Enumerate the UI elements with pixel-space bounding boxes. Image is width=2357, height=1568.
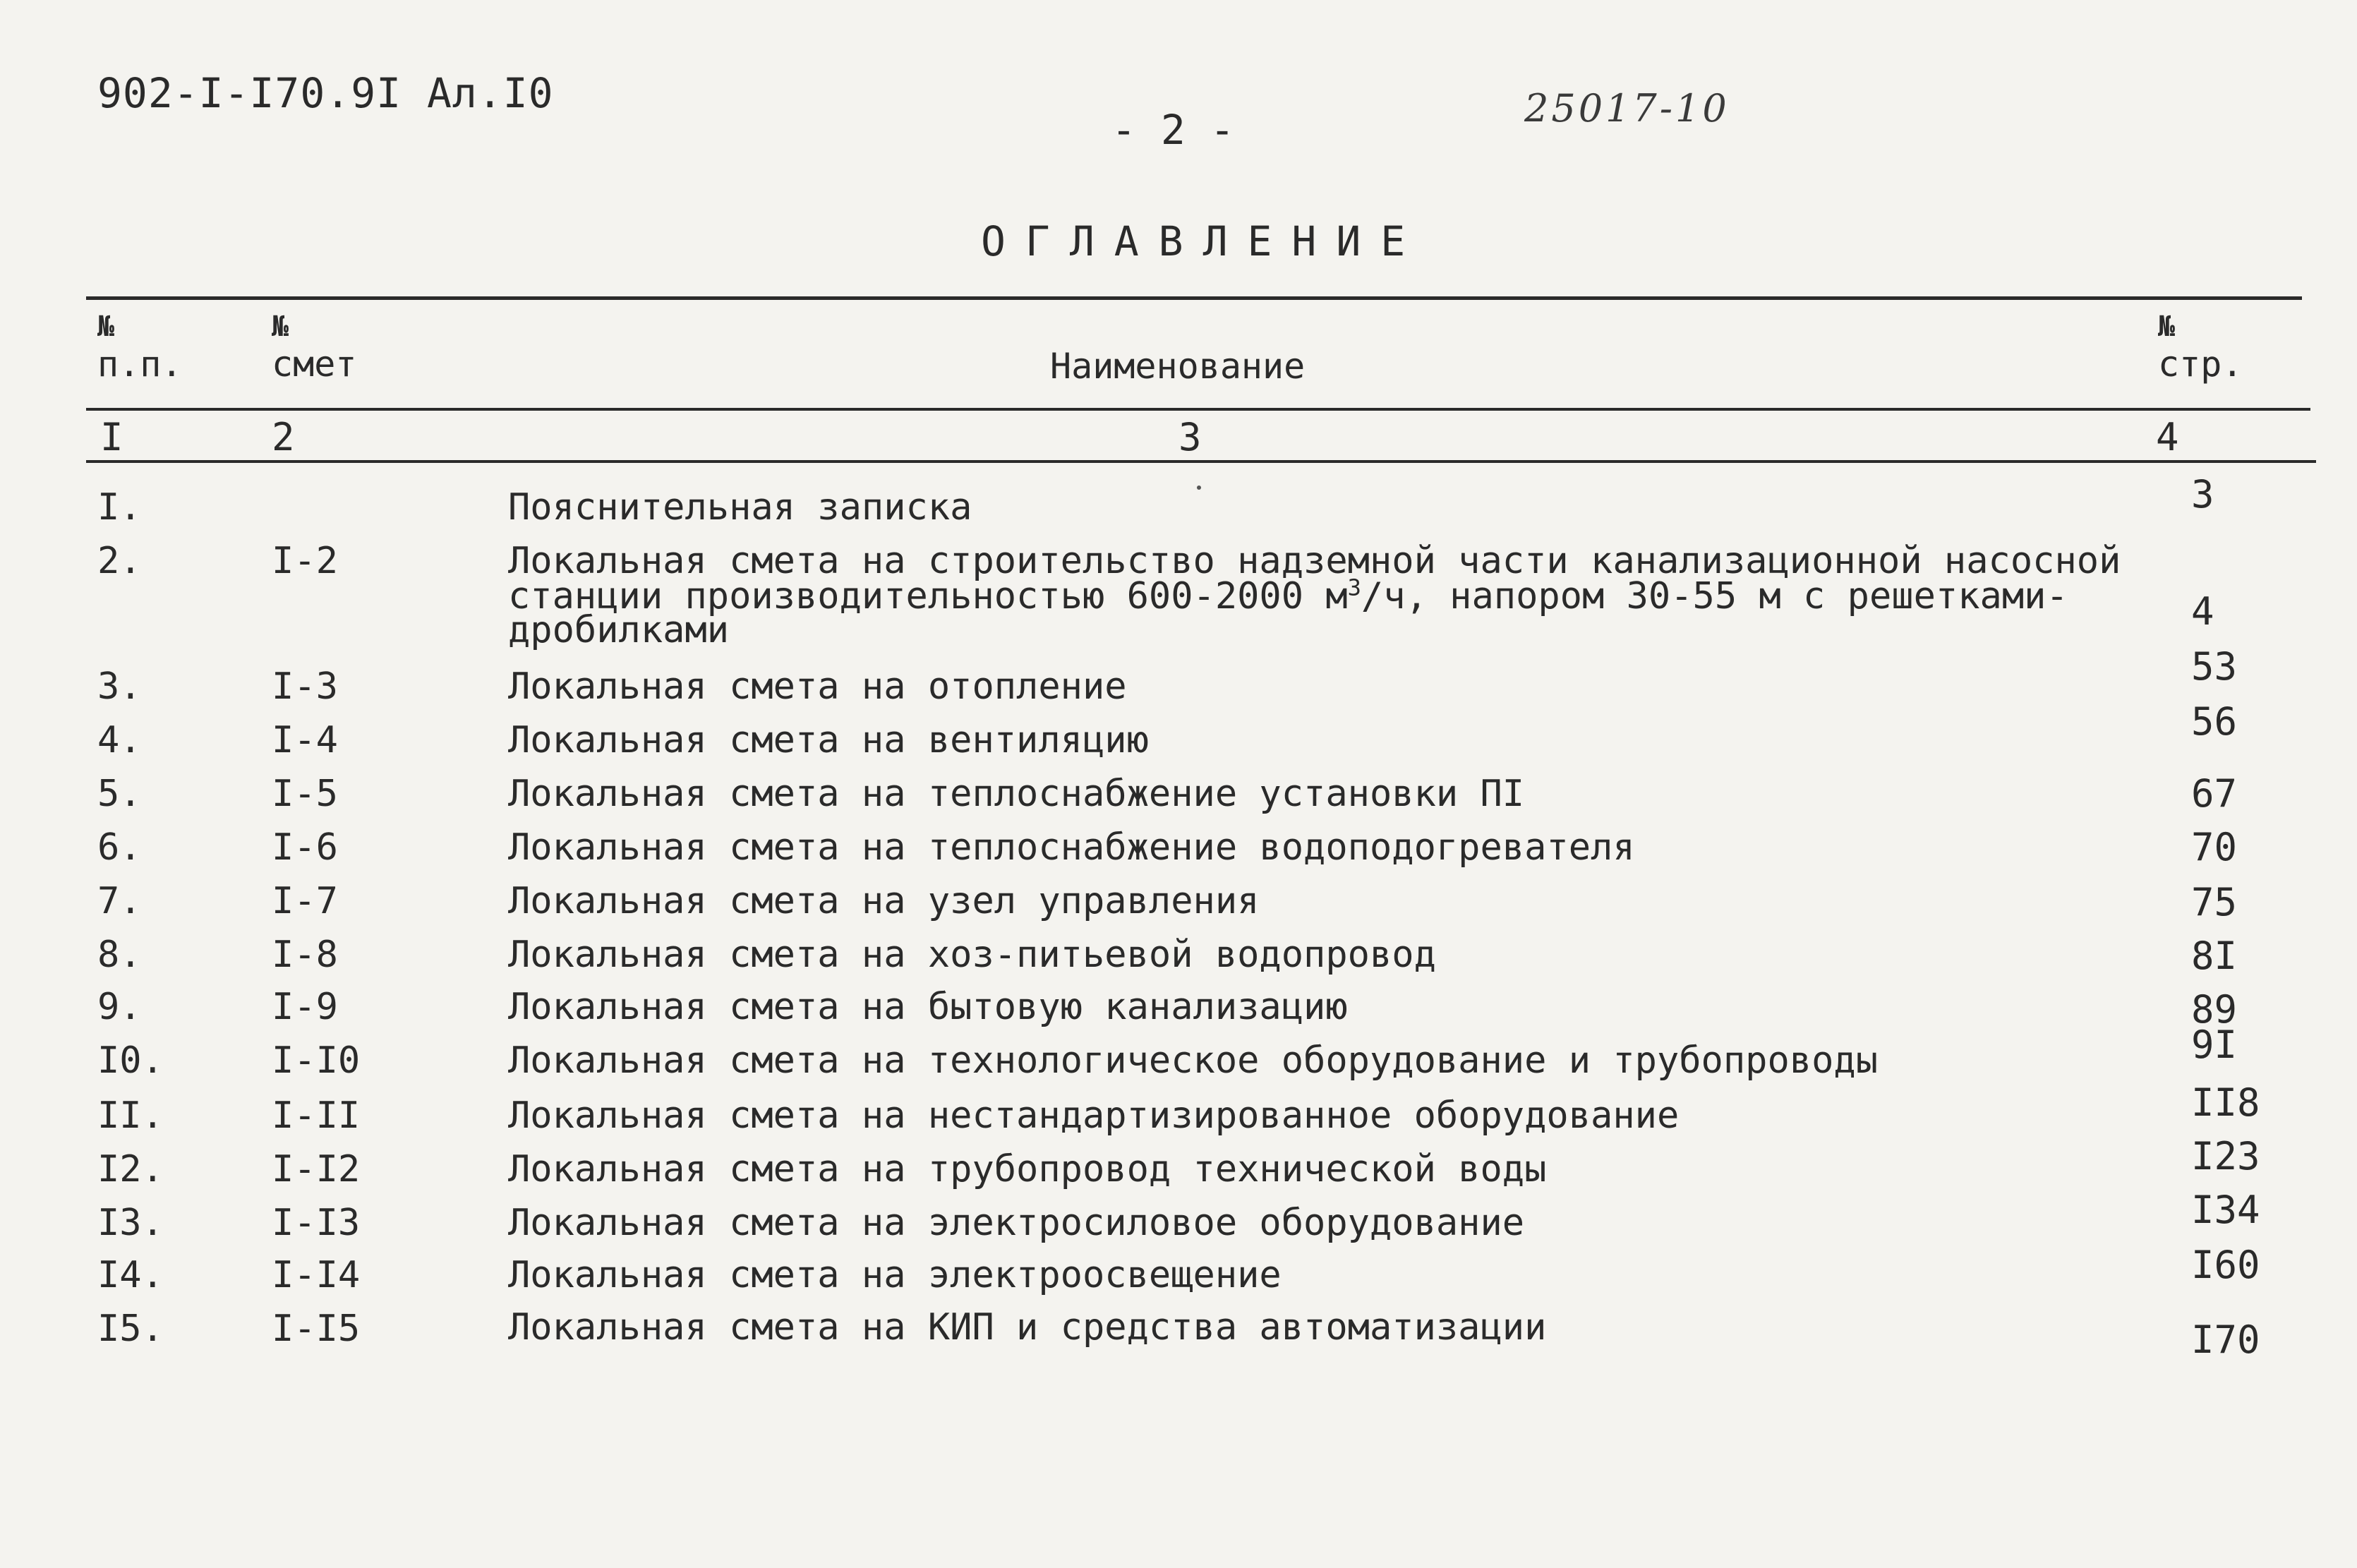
- row-estimate: I-8: [272, 934, 338, 976]
- row-name-continued: станции производительностью 600-2000 $м^3/ч$, напором 30-55 м с решетками-: [508, 574, 2068, 617]
- row-name: Локальная смета на трубопровод технической воды: [508, 1148, 1547, 1190]
- row-page: 53: [2191, 644, 2238, 689]
- column-number-1: I: [100, 415, 123, 459]
- number-sign: №: [97, 310, 115, 343]
- row-estimate: I-6: [272, 826, 338, 869]
- row-page: 70: [2191, 825, 2238, 869]
- row-number: I5.: [97, 1308, 164, 1350]
- header-name: Наименование: [1050, 346, 1306, 387]
- page-number: - 2 -: [1111, 106, 1235, 154]
- row-estimate: I-I0: [272, 1039, 361, 1082]
- row-number: 5.: [97, 773, 142, 815]
- row-number: 3.: [97, 665, 142, 708]
- document-code: 902-I-I70.9I Ал.I0: [97, 69, 554, 117]
- header-item-number: [97, 310, 182, 385]
- number-sign: №: [2158, 310, 2176, 343]
- table-top-rule: [86, 296, 2302, 300]
- row-name: Локальная смета на строительство надземной части канализационной насосной: [508, 540, 2121, 582]
- row-name: Локальная смета на узел управления: [508, 880, 1260, 922]
- row-name: Локальная смета на КИП и средства автоматизации: [508, 1306, 1547, 1349]
- column-number-rule: [86, 460, 2316, 463]
- page-title: ОГЛАВЛЕНИЕ: [981, 217, 1425, 265]
- column-number-4: 4: [2156, 415, 2179, 459]
- row-page: I23: [2191, 1134, 2260, 1178]
- archive-number: 25017-10: [1524, 86, 1730, 131]
- row-page: 89: [2191, 987, 2238, 1032]
- row-name: Локальная смета на нестандартизированное оборудование: [508, 1094, 1680, 1137]
- row-name: Локальная смета на технологическое оборудование и трубопроводы: [508, 1039, 1879, 1082]
- row-page: I70: [2191, 1317, 2260, 1362]
- row-name: Локальная смета на теплоснабжение установки ПI: [508, 773, 1525, 815]
- row-estimate: I-7: [272, 880, 338, 922]
- row-page: I60: [2191, 1243, 2260, 1287]
- row-page: 8I: [2191, 934, 2238, 978]
- header-page: [2158, 310, 2243, 385]
- row-estimate: I-5: [272, 773, 338, 815]
- row-name: Пояснительная записка: [508, 486, 972, 529]
- column-number-2: 2: [272, 415, 295, 459]
- row-name: Локальная смета на хоз-питьевой водопровод: [508, 934, 1436, 976]
- row-estimate: I-I3: [272, 1202, 361, 1244]
- row-name: Локальная смета на электроосвещение: [508, 1254, 1282, 1296]
- row-estimate: I-II: [272, 1094, 361, 1137]
- row-page: 3: [2191, 472, 2214, 517]
- header-label: смет: [272, 344, 357, 385]
- row-page: I34: [2191, 1188, 2260, 1232]
- row-page: 75: [2191, 880, 2238, 924]
- row-estimate: I-4: [272, 719, 338, 761]
- row-number: I2.: [97, 1148, 164, 1190]
- row-number: 6.: [97, 826, 142, 869]
- scan-speck: [1197, 486, 1201, 490]
- row-number: 9.: [97, 986, 142, 1028]
- row-estimate: I-I5: [272, 1308, 361, 1350]
- row-number: I4.: [97, 1254, 164, 1296]
- column-number-3: 3: [1178, 415, 1202, 459]
- row-number: 8.: [97, 934, 142, 976]
- row-number: 7.: [97, 880, 142, 922]
- header-label: стр.: [2158, 344, 2243, 385]
- row-estimate: I-2: [272, 540, 338, 582]
- number-sign: №: [272, 310, 289, 343]
- row-name: Локальная смета на электросиловое оборудование: [508, 1202, 1525, 1244]
- header-label: п.п.: [97, 344, 183, 385]
- row-page: II8: [2191, 1080, 2260, 1125]
- row-name: Локальная смета на отопление: [508, 665, 1127, 708]
- header-bottom-rule: [86, 408, 2310, 411]
- row-number: I3.: [97, 1202, 164, 1244]
- row-page: 56: [2191, 699, 2238, 744]
- row-name: Локальная смета на теплоснабжение водоподогревателя: [508, 826, 1635, 869]
- row-number: 4.: [97, 719, 142, 761]
- row-number: II.: [97, 1094, 164, 1137]
- row-page: 4: [2191, 589, 2214, 634]
- row-number: I0.: [97, 1039, 164, 1082]
- row-number: 2.: [97, 540, 142, 582]
- row-name: Локальная смета на вентиляцию: [508, 719, 1149, 761]
- row-estimate: I-3: [272, 665, 338, 708]
- header-estimate-number: [272, 310, 356, 385]
- row-number: I.: [97, 486, 142, 529]
- row-name: Локальная смета на бытовую канализацию: [508, 986, 1348, 1028]
- row-estimate: I-I2: [272, 1148, 361, 1190]
- row-estimate: I-I4: [272, 1254, 361, 1296]
- row-page: 9I: [2191, 1023, 2238, 1067]
- row-estimate: I-9: [272, 986, 338, 1028]
- row-page: 67: [2191, 771, 2238, 816]
- row-name-continued: дробилками: [508, 609, 730, 651]
